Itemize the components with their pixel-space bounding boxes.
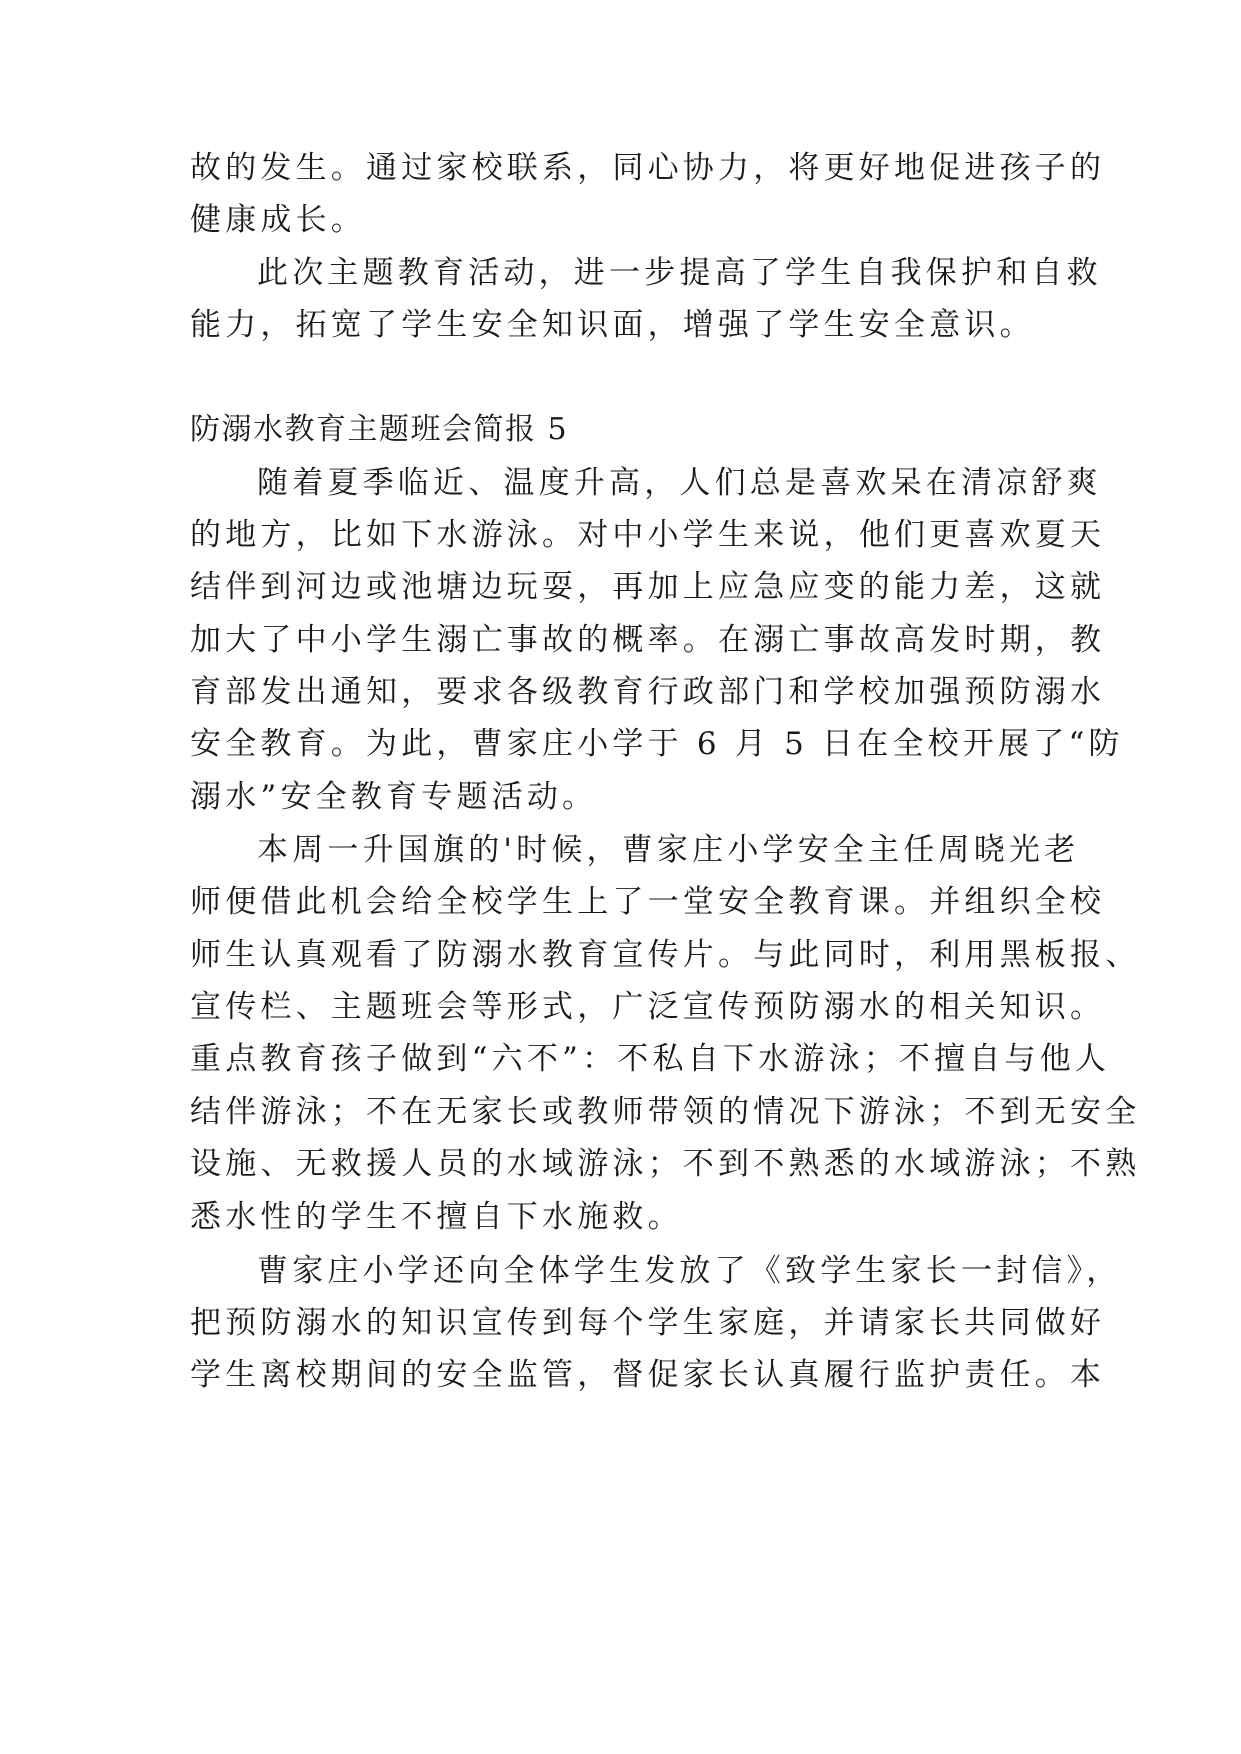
paragraph-line: 此次主题教育活动，进一步提高了学生自我保护和自救 <box>257 255 1102 291</box>
paragraph-line: 学生离校期间的安全监管，督促家长认真履行监护责任。本 <box>190 1357 1106 1393</box>
paragraph-line: 把预防溺水的知识宣传到每个学生家庭，并请家长共同做好 <box>190 1305 1106 1341</box>
paragraph-line: 师生认真观看了防溺水教育宣传片。与此同时，利用黑板报、 <box>190 937 1141 973</box>
paragraph-line: 设施、无救援人员的水域游泳；不到不熟悉的水域游泳；不熟 <box>190 1146 1141 1182</box>
paragraph-line: 加大了中小学生溺亡事故的概率。在溺亡事故高发时期，教 <box>190 622 1106 658</box>
paragraph-line: 结伴游泳；不在无家长或教师带领的情况下游泳；不到无安全 <box>190 1094 1141 1130</box>
paragraph-line: 师便借此机会给全校学生上了一堂安全教育课。并组织全校 <box>190 884 1106 920</box>
paragraph-line: 宣传栏、主题班会等形式，广泛宣传预防溺水的相关知识。 <box>190 989 1106 1025</box>
paragraph-line: 溺水”安全教育专题活动。 <box>190 779 598 815</box>
paragraph-line: 重点教育孩子做到“六不”：不私自下水游泳；不擅自与他人 <box>190 1041 1111 1077</box>
paragraph-line: 的地方，比如下水游泳。对中小学生来说，他们更喜欢夏天 <box>190 517 1106 553</box>
paragraph-line: 悉水性的学生不擅自下水施救。 <box>190 1199 683 1235</box>
paragraph-line: 本周一升国旗的'时候，曹家庄小学安全主任周晓光老 <box>257 832 1080 868</box>
paragraph-line: 故的发生。通过家校联系，同心协力，将更好地促进孩子的 <box>190 150 1106 186</box>
paragraph-line: 随着夏季临近、温度升高，人们总是喜欢呆在清凉舒爽 <box>257 465 1102 501</box>
paragraph-line: 安全教育。为此，曹家庄小学于 6 月 5 日在全校开展了“防 <box>190 726 1124 762</box>
paragraph-line: 能力，拓宽了学生安全知识面，增强了学生安全意识。 <box>190 307 1035 343</box>
paragraph-line: 健康成长。 <box>190 202 366 238</box>
paragraph-line: 结伴到河边或池塘边玩耍，再加上应急应变的能力差，这就 <box>190 569 1106 605</box>
section-heading: 防溺水教育主题班会简报 5 <box>190 412 569 447</box>
paragraph-line: 育部发出通知，要求各级教育行政部门和学校加强预防溺水 <box>190 674 1106 710</box>
paragraph-line: 曹家庄小学还向全体学生发放了《致学生家长一封信》， <box>257 1253 1122 1289</box>
